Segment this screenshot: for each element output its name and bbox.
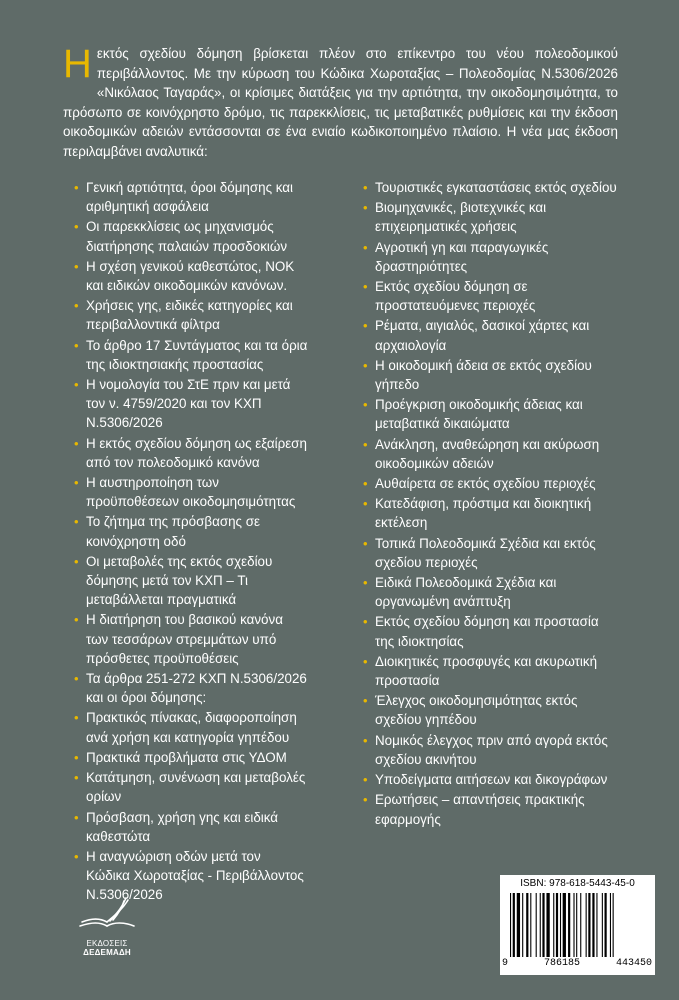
bullet-icon: • (74, 258, 79, 274)
intro-paragraph (63, 44, 618, 161)
bullet-icon: • (74, 337, 79, 353)
list-item-text: Κατάτμηση, συνένωση και μεταβολές ορίων (86, 770, 306, 805)
publisher-brand: ΔΕΔΕΜΑΔΗ (83, 948, 131, 957)
barcode-bar (576, 893, 577, 957)
open-book-icon (72, 892, 142, 932)
publisher-name (62, 939, 152, 957)
list-item (74, 336, 308, 374)
list-item-text: Αγροτική γη και παραγωγικές δραστηριότητες (375, 239, 549, 274)
bullet-icon: • (74, 848, 79, 864)
list-item (74, 669, 308, 707)
intro-text: εκτός σχεδίου δόμηση βρίσκεται πλέον στο επίκεντρο του νέου πολεοδομικού περιβάλλοντος. Με την κύρωση του Κώδικα Χωροταξίας – Πολεοδομίας Ν.5306/2026 «Νικόλαος Ταγαράς», οι κρίσιμες διατάξεις για την αρτιότητα, την οικοδομησιμότητα, το πρόσωπο σε κοινόχρηστο δρόμο, τις παρεκκλίσεις, τις μεταβατικές ρυθμίσεις και την έκδοση οικοδομικών αδειών εντάσσονται σε ένα ενιαίο κωδικοποιημένο πλαίσιο. Η νέα μας έκδοση περιλαμβάνει αναλυτικά: (63, 46, 618, 159)
bullet-icon: • (74, 475, 79, 491)
barcode-digits (502, 958, 652, 969)
list-item-text: Νομικός έλεγχος πριν από αγορά εκτός σχεδίου ακινήτου (375, 732, 608, 767)
barcode-bar (556, 893, 558, 957)
list-item (363, 356, 619, 394)
bullet-icon: • (74, 770, 79, 786)
bullet-icon: • (74, 219, 79, 235)
list-item (363, 534, 619, 572)
bullet-icon: • (363, 476, 368, 492)
list-item-text: Ειδικά Πολεοδομικά Σχέδια και οργανωμένη ανάπτυξη (375, 575, 557, 610)
bullet-icon: • (363, 575, 368, 591)
list-item-text: Γενική αρτιότητα, όροι δόμησης και αριθμητική ασφάλεια (86, 180, 293, 215)
bullet-icon: • (74, 710, 79, 726)
barcode-bar (510, 893, 511, 957)
bullet-icon: • (363, 436, 368, 452)
list-item (74, 512, 308, 550)
dropcap-letter: Η (63, 42, 92, 86)
barcode-digits-right: 443450 (615, 958, 652, 969)
bullet-icon: • (363, 279, 368, 295)
bullet-icon: • (74, 612, 79, 628)
list-item-text: Προέγκριση οικοδομικής άδειας και μεταβατικά δικαιώματα (375, 397, 583, 432)
list-item (74, 748, 308, 767)
barcode-bar (530, 893, 531, 957)
bullet-icon: • (74, 180, 79, 195)
bullet-icon: • (363, 357, 368, 373)
list-item (74, 473, 308, 511)
barcode-bar (596, 893, 597, 957)
bullet-icon: • (363, 792, 368, 808)
list-item-text: Η νομολογία του ΣτΕ πριν και μετά τον ν. 4759/2020 και τον ΚΧΠ Ν.5306/2026 (86, 377, 291, 431)
bullet-icon: • (363, 180, 368, 195)
bullet-icon: • (363, 535, 368, 551)
list-item (363, 198, 619, 236)
bullet-icon: • (363, 772, 368, 788)
barcode-bars (510, 893, 646, 957)
list-item-text: Τα άρθρα 251-272 ΚΧΠ Ν.5306/2026 και οι όροι δόμησης: (86, 671, 307, 706)
barcode-bar (542, 893, 544, 957)
list-item-text: Έλεγχος οικοδομησιμότητας εκτός σχεδίου γηπέδου (375, 693, 578, 728)
list-item (74, 217, 308, 255)
list-item-text: Η οικοδομική άδεια σε εκτός σχεδίου γήπεδο (375, 357, 592, 393)
barcode-bar (613, 893, 614, 957)
list-item (74, 296, 308, 334)
barcode-bar (573, 893, 574, 957)
list-item-text: Εκτός σχεδίου δόμηση σε προστατευόμενες περιοχές (375, 279, 536, 314)
list-item-text: Πρόσβαση, χρήση γης και ειδικά καθεστώτα (86, 809, 279, 844)
barcode-bar (513, 893, 515, 957)
barcode-digit-first: 9 (502, 958, 509, 969)
bullet-icon: • (363, 693, 368, 709)
list-item (74, 610, 308, 668)
list-item-text: Ερωτήσεις – απαντήσεις πρακτικής εφαρμογής (375, 792, 585, 827)
bullet-icon: • (74, 553, 79, 569)
list-item (74, 552, 308, 610)
list-item-text: Πρακτικά προβλήματα στις ΥΔΟΜ (86, 749, 287, 765)
list-item (363, 435, 619, 473)
barcode-bar (563, 893, 566, 957)
bullet-icon: • (74, 514, 79, 530)
list-item (363, 474, 619, 493)
publisher-prefix: ΕΚΔΟΣΕΙΣ (86, 939, 128, 948)
list-item-text: Εκτός σχεδίου δόμηση και προστασία της ιδιοκτησίας (375, 614, 599, 649)
list-item-text: Οι μεταβολές της εκτός σχεδίου δόμησης μετά τον ΚΧΠ – Τι μεταβάλλεται πραγματικά (86, 553, 273, 608)
list-item (74, 708, 308, 746)
barcode-bar (588, 893, 590, 957)
list-item-text: Χρήσεις γης, ειδικές κατηγορίες και περιβαλλοντικά φίλτρα (86, 298, 293, 333)
list-item (363, 573, 619, 611)
barcode-panel (500, 875, 655, 975)
list-item (363, 790, 619, 828)
list-item (74, 808, 308, 846)
list-item-text: Οι παρεκκλίσεις ως μηχανισμός διατήρησης παλαιών προσδοκιών (86, 219, 288, 254)
bullet-icon: • (74, 435, 79, 451)
list-item-text: Διοικητικές προσφυγές και ακυρωτική προστασία (375, 653, 598, 689)
list-item (363, 731, 619, 769)
list-item-text: Το ζήτημα της πρόσβασης σε κοινόχρηστη οδό (86, 514, 260, 549)
list-item-text: Τοπικά Πολεοδομικά Σχέδια και εκτός σχεδίου περιοχές (375, 535, 596, 570)
list-item (74, 434, 308, 472)
bullet-icon: • (74, 377, 79, 393)
barcode-bar (553, 893, 554, 957)
list-item (74, 768, 308, 806)
bullet-icon: • (363, 653, 368, 669)
list-item (74, 257, 308, 295)
bullet-icon: • (363, 732, 368, 748)
list-item (363, 652, 619, 690)
list-item-text: Η εκτός σχεδίου δόμηση ως εξαίρεση από τον πολεοδομικό κανόνα (86, 435, 307, 470)
list-item (363, 395, 619, 433)
list-item-text: Βιομηχανικές, βιοτεχνικές και επιχειρηματικές χρήσεις (375, 200, 547, 235)
left-content-list (74, 178, 308, 906)
barcode-bar (586, 893, 587, 957)
bullet-icon: • (363, 239, 368, 255)
list-item (363, 178, 619, 197)
bullet-icon: • (74, 298, 79, 314)
barcode-bar (517, 893, 520, 957)
barcode-bar (568, 893, 570, 957)
publisher-logo (62, 892, 152, 957)
list-item (363, 277, 619, 315)
list-item (363, 691, 619, 729)
bullet-icon: • (363, 614, 368, 630)
barcode-bar (610, 893, 611, 957)
list-item-text: Ρέματα, αιγιαλός, δασικοί χάρτες και αρχαιολογία (375, 318, 590, 353)
list-item-text: Τουριστικές εγκαταστάσεις εκτός σχεδίου (375, 180, 617, 195)
bullet-icon: • (363, 496, 368, 512)
bullet-icon: • (74, 809, 79, 825)
barcode-bar (526, 893, 528, 957)
bullet-icon: • (363, 397, 368, 413)
list-item-text: Υποδείγματα αιτήσεων και δικογράφων (375, 772, 608, 788)
barcode-bar (605, 893, 607, 957)
barcode-bar (522, 893, 523, 957)
list-item-text: Πρακτικός πίνακας, διαφοροποίηση ανά χρήση και κατηγορία γηπέδου (86, 710, 297, 745)
list-item (363, 238, 619, 276)
list-item-text: Η σχέση γενικού καθεστώτος, ΝΟΚ και ειδικών οικοδομικών κανόνων. (86, 258, 295, 294)
barcode-bar (592, 893, 594, 957)
barcode-bar (540, 893, 541, 957)
barcode-bar (536, 893, 537, 957)
barcode-bar (602, 893, 603, 957)
bullet-icon: • (363, 318, 368, 334)
list-item-text: Το άρθρο 17 Συντάγματος και τα όρια της ιδιοκτησιακής προστασίας (86, 337, 308, 372)
list-item (363, 612, 619, 650)
list-item (363, 316, 619, 354)
list-item (74, 375, 308, 433)
list-item-text: Κατεδάφιση, πρόστιμα και διοικητική εκτέλεση (375, 496, 592, 531)
list-item (363, 494, 619, 532)
list-item-text: Η διατήρηση του βασικού κανόνα των τεσσάρων στρεμμάτων υπό πρόσθετες προϋποθέσεις (86, 612, 283, 666)
barcode-bar (560, 893, 561, 957)
barcode-digits-left: 786185 (543, 958, 580, 969)
bullet-icon: • (74, 749, 79, 765)
barcode-bar (546, 893, 549, 957)
list-item-text: Ανάκληση, αναθεώρηση και ακύρωση οικοδομικών αδειών (375, 436, 600, 471)
list-item-text: Η αναγνώριση οδών μετά τον Κώδικα Χωροταξίας - Περιβάλλοντος Ν.5306/2026 (86, 848, 304, 903)
list-item-text: Αυθαίρετα σε εκτός σχεδίου περιοχές (375, 476, 596, 492)
isbn-label: ISBN: 978-618-5443-45-0 (520, 878, 635, 889)
list-item-text: Η αυστηροποίηση των προϋποθέσεων οικοδομησιμότητας (86, 475, 296, 510)
right-content-list (363, 178, 619, 830)
bullet-icon: • (74, 671, 79, 687)
barcode-bar (580, 893, 581, 957)
list-item (363, 770, 619, 789)
bullet-icon: • (363, 200, 368, 216)
list-item (74, 178, 308, 216)
